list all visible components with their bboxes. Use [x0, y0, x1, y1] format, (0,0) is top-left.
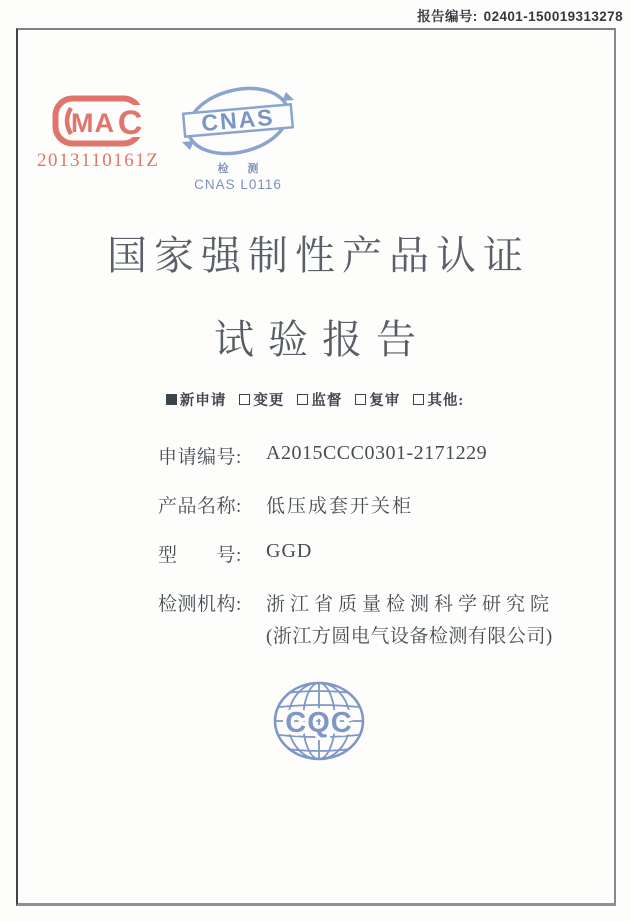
checkbox-empty-icon	[239, 394, 250, 405]
field-value: A2015CCC0301-2171229	[266, 442, 488, 464]
agency-subsidiary: (浙江方圆电气设备检测有限公司)	[266, 626, 553, 647]
cnas-name: CNAS	[200, 103, 276, 137]
checkbox-label: 变更	[253, 393, 285, 409]
field-label: 型 号:	[158, 545, 242, 566]
field-label: 申请编号:	[158, 447, 242, 468]
cma-accreditation-block	[37, 95, 159, 172]
cqc-logo-block	[271, 679, 367, 763]
checkbox-review	[355, 389, 400, 410]
cqc-name: CQC	[285, 707, 353, 739]
checkbox-label: 复审	[369, 393, 401, 409]
certification-title: 国家强制性产品认证	[107, 233, 530, 278]
cma-ma-letters: MA	[71, 108, 115, 138]
checkbox-empty-icon	[413, 394, 424, 405]
report-number-label: 报告编号:	[417, 9, 478, 24]
field-product-name	[158, 491, 413, 518]
checkbox-change	[239, 389, 284, 410]
field-test-agency	[158, 589, 554, 648]
report-number-value: 02401-150019313278	[483, 9, 623, 24]
agency-name: 浙江省质量检测科学研究院	[266, 594, 555, 615]
checkbox-label: 其他:	[427, 393, 465, 409]
checkbox-other	[413, 389, 464, 410]
field-application-number	[158, 442, 487, 469]
application-type-row	[0, 389, 630, 410]
field-value	[266, 589, 554, 648]
cma-c-letter: C	[117, 104, 143, 142]
checkbox-empty-icon	[355, 394, 366, 405]
checkbox-label: 新申请	[179, 393, 227, 409]
checkbox-label: 监督	[311, 393, 343, 409]
field-value: GGD	[266, 540, 313, 562]
cma-cert-number: 2013110161Z	[37, 150, 160, 171]
checkbox-filled-icon	[166, 394, 177, 405]
cma-logo-icon	[52, 95, 144, 147]
field-value: 低压成套开关柜	[266, 496, 414, 517]
checkbox-new-application	[166, 389, 227, 410]
report-title: 试验报告	[214, 317, 430, 362]
field-label: 检测机构:	[158, 594, 242, 615]
cnas-accreditation-block	[181, 84, 295, 192]
cnas-logo-icon	[182, 84, 294, 158]
checkbox-supervision	[297, 389, 342, 410]
cnas-category-label: 检 测	[217, 163, 267, 175]
field-label: 产品名称:	[158, 496, 242, 517]
cnas-lab-code: CNAS L0116	[194, 177, 282, 192]
checkbox-empty-icon	[297, 394, 308, 405]
cqc-globe-icon	[271, 679, 367, 763]
field-model	[158, 540, 312, 567]
report-number	[417, 5, 623, 25]
